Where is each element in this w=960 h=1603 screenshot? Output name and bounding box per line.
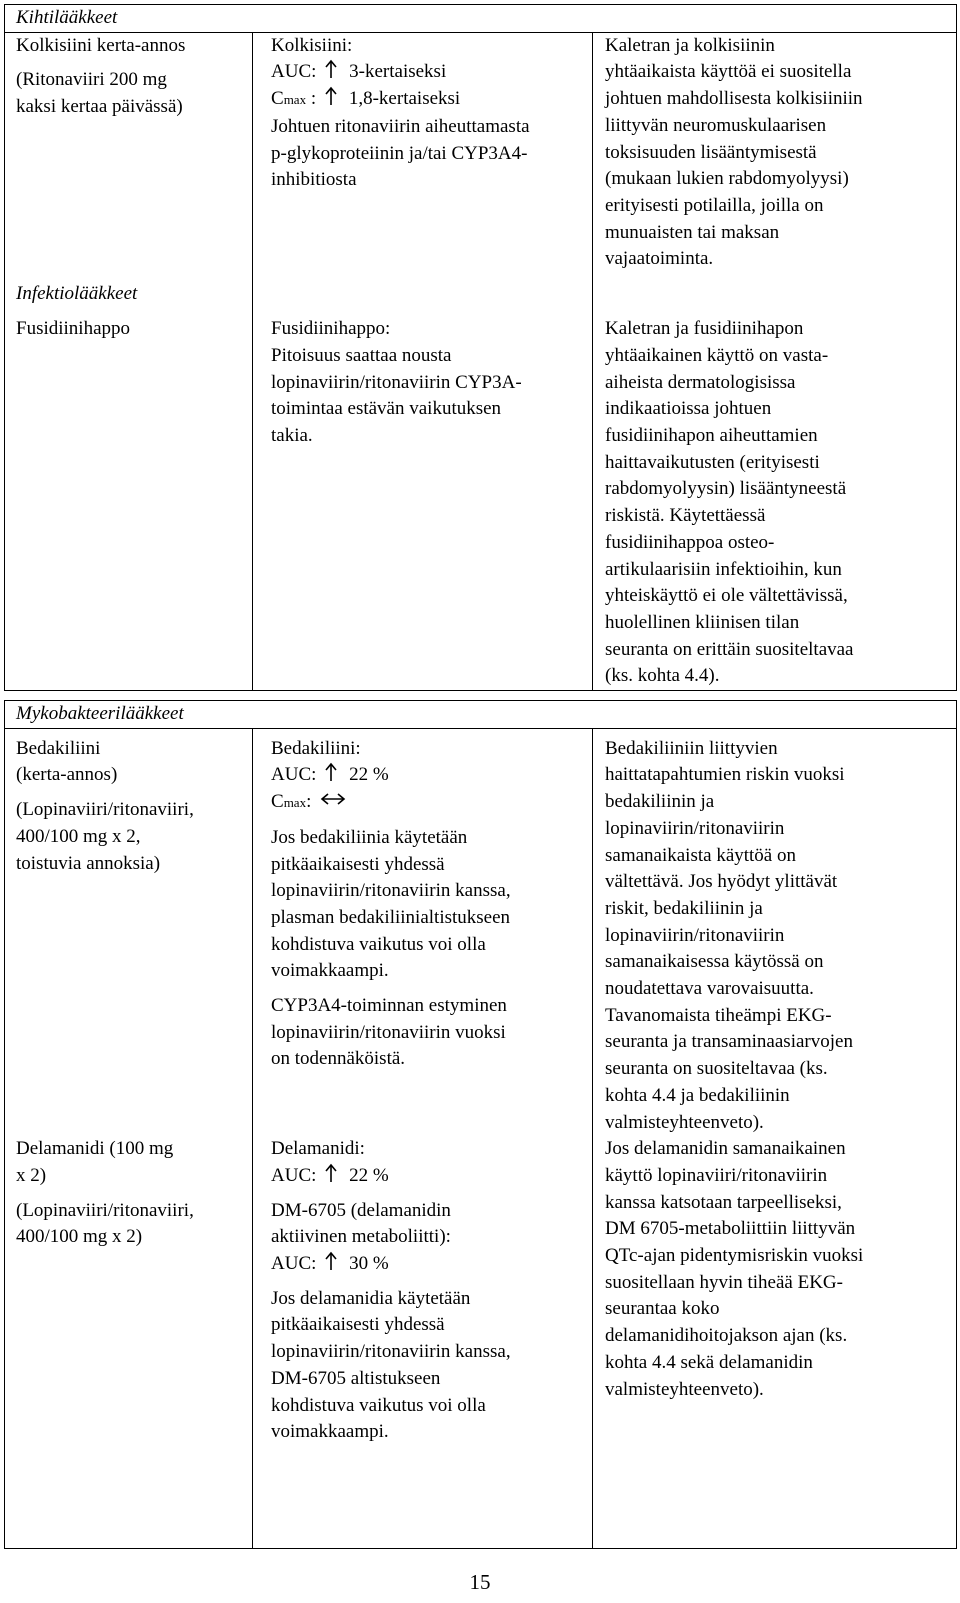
effect-text: lopinaviirin/ritonaviirin kanssa, <box>271 880 511 902</box>
effect-cell <box>253 308 593 690</box>
dose-line: 400/100 mg x 2, <box>16 825 141 847</box>
cmax-colon: : <box>310 88 317 110</box>
interaction-table-bottom <box>4 700 957 1549</box>
empty-cell <box>593 281 957 308</box>
recommendation-text: munuaisten tai maksan <box>605 221 780 243</box>
recommendation-text: bedakiliinin ja <box>605 791 715 813</box>
recommendation-text: indikaatioissa johtuen <box>605 398 772 420</box>
recommendation-text: DM 6705-metaboliittiin liittyvän <box>605 1218 856 1240</box>
recommendation-text: vältettävä. Jos hyödyt ylittävät <box>605 871 838 893</box>
effect-text: kohdistuva vaikutus voi olla <box>271 1394 486 1416</box>
recommendation-text: yhtäaikaista käyttöä ei suositella <box>605 61 852 83</box>
drug-name: Kolkisiini kerta-annos <box>16 34 186 56</box>
effect-text: Jos delamanidia käytetään <box>271 1287 471 1309</box>
recommendation-text: valmisteyhteenveto). <box>605 1111 764 1133</box>
effect-label: Bedakiliini: <box>271 737 361 759</box>
cmax-line <box>271 86 592 114</box>
cmax-label: C <box>271 88 284 110</box>
recommendation-text: (ks. kohta 4.4). <box>605 665 720 687</box>
recommendation-text: huolellinen kliinisen tilan <box>605 611 800 633</box>
recommendation-text: kohta 4.4 ja bedakiliinin <box>605 1084 790 1106</box>
recommendation-text: toksisuuden lisääntymisestä <box>605 141 817 163</box>
recommendation-text: Kaletran ja kolkisiinin <box>605 34 775 56</box>
effect-cell <box>253 1136 593 1548</box>
recommendation-text: riskistä. Käytettäessä <box>605 505 766 527</box>
recommendation-cell <box>593 32 957 281</box>
auc-label: AUC: <box>271 61 317 83</box>
effect-text: Pitoisuus saattaa nousta <box>271 344 452 366</box>
drug-name-cell <box>5 728 253 1136</box>
recommendation-text: käyttö lopinaviiri/ritonaviirin <box>605 1164 828 1186</box>
up-arrow-icon <box>320 1251 342 1271</box>
recommendation-text: suositellaan hyvin tiheää EKG- <box>605 1271 843 1293</box>
table-row-bedakiliini <box>5 728 957 1136</box>
drug-name: Delamanidi (100 mg <box>16 1138 174 1160</box>
cmax-colon: : <box>306 791 312 813</box>
dose-line: kaksi kertaa päivässä) <box>16 96 183 118</box>
dose-line: (Lopinaviiri/ritonaviiri, <box>16 799 194 821</box>
effect-text: Jos bedakiliinia käytetään <box>271 826 468 848</box>
effect-text: CYP3A4-toiminnan estyminen <box>271 995 507 1017</box>
left-right-arrow-icon <box>320 789 346 809</box>
section-heading-text: Mykobakteerilääkkeet <box>16 703 184 724</box>
recommendation-cell <box>593 728 957 1136</box>
effect-text: takia. <box>271 425 313 447</box>
section-heading-mycobacteria <box>5 701 957 729</box>
recommendation-text: rabdomyolyysin) lisääntyneestä <box>605 478 847 500</box>
dose-line: (Ritonaviiri 200 mg <box>16 69 167 91</box>
recommendation-text: haittatapahtumien riskin vuoksi <box>605 764 845 786</box>
recommendation-text: haittavaikutusten (erityisesti <box>605 451 820 473</box>
recommendation-text: QTc-ajan pidentymisriskin vuoksi <box>605 1245 864 1267</box>
page-number: 15 <box>469 1570 491 1594</box>
auc-line <box>271 1163 592 1190</box>
recommendation-cell <box>593 308 957 690</box>
recommendation-text: riskit, bedakiliinin ja <box>605 897 763 919</box>
up-arrow-icon <box>320 86 342 106</box>
recommendation-text: erityisesti potilailla, joilla on <box>605 194 824 216</box>
effect-cell <box>253 728 593 1136</box>
section-heading-gout: Kihtilääkkeet <box>5 5 957 33</box>
recommendation-text: fusidiinihapon aiheuttamien <box>605 425 818 447</box>
cmax-value: 1,8-kertaiseksi <box>348 88 461 110</box>
drug-name-cell <box>5 32 253 281</box>
metabolite-text: aktiivinen metaboliitti): <box>271 1226 451 1248</box>
table-row-fusidiinihappo <box>5 308 957 690</box>
dose-line: 400/100 mg x 2) <box>16 1226 143 1248</box>
effect-text: voimakkaampi. <box>271 1421 389 1443</box>
up-arrow-icon <box>320 1163 342 1183</box>
section-heading-infection <box>5 281 253 308</box>
effect-cell <box>253 32 593 281</box>
effect-text: on todennäköistä. <box>271 1048 406 1070</box>
effect-text: lopinaviirin/ritonaviirin CYP3A- <box>271 371 522 393</box>
recommendation-text: yhtäaikainen käyttö on vasta- <box>605 344 829 366</box>
dose-line: toistuvia annoksia) <box>16 852 161 874</box>
auc-value: 22 % <box>349 1164 389 1186</box>
auc-line <box>271 762 592 789</box>
drug-name: Bedakiliini <box>16 737 101 759</box>
cmax-label: C <box>271 791 284 813</box>
auc-value: 30 % <box>349 1253 389 1275</box>
effect-text: toimintaa estävän vaikutuksen <box>271 398 502 420</box>
effect-text: p-glykoproteiinin ja/tai CYP3A4- <box>271 142 528 164</box>
recommendation-text: samanaikaisessa käytössä on <box>605 951 824 973</box>
cmax-subscript: max <box>283 795 307 811</box>
effect-label: Kolkisiini: <box>271 34 353 56</box>
cmax-line <box>271 789 592 817</box>
recommendation-text: seuranta on suositeltavaa (ks. <box>605 1058 828 1080</box>
recommendation-text: artikulaarisiin infektioihin, kun <box>605 558 842 580</box>
recommendation-text: Jos delamanidin samanaikainen <box>605 1138 846 1160</box>
effect-label: Delamanidi: <box>271 1138 365 1160</box>
table-row-kolkisiini <box>5 32 957 281</box>
recommendation-text: fusidiinihappoa osteo- <box>605 531 775 553</box>
effect-text: DM-6705 altistukseen <box>271 1367 441 1389</box>
recommendation-text: johtuen mahdollisesta kolkisiiniin <box>605 88 863 110</box>
section-row-mykobakteerilaakkeet <box>5 701 957 729</box>
recommendation-text: lopinaviirin/ritonaviirin <box>605 924 785 946</box>
recommendation-text: kanssa katsotaan tarpeelliseksi, <box>605 1191 842 1213</box>
effect-text: lopinaviirin/ritonaviirin kanssa, <box>271 1341 511 1363</box>
recommendation-text: vajaatoiminta. <box>605 248 714 270</box>
recommendation-text: Tavanomaista tiheämpi EKG- <box>605 1004 832 1026</box>
effect-text: lopinaviirin/ritonaviirin vuoksi <box>271 1021 506 1043</box>
auc-label: AUC: <box>271 764 317 786</box>
recommendation-text: liittyvän neuromuskulaarisen <box>605 114 827 136</box>
recommendation-text: seuranta on erittäin suositeltavaa <box>605 638 854 660</box>
effect-text: plasman bedakiliinialtistukseen <box>271 906 511 928</box>
recommendation-text: seuranta ja transaminaasiarvojen <box>605 1031 853 1053</box>
recommendation-text: seurantaa koko <box>605 1298 720 1320</box>
effect-text: pitkäaikaisesti yhdessä <box>271 853 445 875</box>
table-row-delamanidi <box>5 1136 957 1548</box>
effect-text: Johtuen ritonaviirin aiheuttamasta <box>271 115 530 137</box>
empty-cell <box>253 281 593 308</box>
drug-name-cell <box>5 1136 253 1548</box>
drug-name: x 2) <box>16 1164 47 1186</box>
recommendation-text: yhteiskäyttö ei ole vältettävissä, <box>605 585 848 607</box>
recommendation-cell <box>593 1136 957 1548</box>
auc-label: AUC: <box>271 1253 317 1275</box>
auc-line <box>271 59 592 86</box>
up-arrow-icon <box>320 762 342 782</box>
recommendation-text: samanaikaista käyttöä on <box>605 844 796 866</box>
recommendation-text: kohta 4.4 sekä delamanidin <box>605 1351 813 1373</box>
up-arrow-icon <box>320 59 342 79</box>
drug-name-cell <box>5 308 253 690</box>
auc-value: 3-kertaiseksi <box>349 61 447 83</box>
recommendation-text: Kaletran ja fusidiinihapon <box>605 318 804 340</box>
recommendation-text: noudatettava varovaisuutta. <box>605 978 814 1000</box>
drug-dose-type: (kerta-annos) <box>16 764 118 786</box>
cmax-subscript: max <box>283 92 307 108</box>
recommendation-text: valmisteyhteenveto). <box>605 1378 764 1400</box>
effect-label: Fusidiinihappo: <box>271 318 391 340</box>
metabolite-auc-line <box>271 1251 592 1278</box>
section-row-kihtilaakkeet <box>5 5 957 33</box>
metabolite-text: DM-6705 (delamanidin <box>271 1199 451 1221</box>
recommendation-text: delamanidihoitojakson ajan (ks. <box>605 1325 848 1347</box>
recommendation-text: Bedakiliiniin liittyvien <box>605 737 778 759</box>
recommendation-text: (mukaan lukien rabdomyolyysi) <box>605 168 849 190</box>
recommendation-text: lopinaviirin/ritonaviirin <box>605 817 785 839</box>
section-heading-text: Infektiolääkkeet <box>16 283 138 305</box>
effect-text: inhibitiosta <box>271 169 357 191</box>
effect-text: pitkäaikaisesti yhdessä <box>271 1314 445 1336</box>
auc-label: AUC: <box>271 1164 317 1186</box>
dose-line: (Lopinaviiri/ritonaviiri, <box>16 1199 194 1221</box>
recommendation-text: aiheista dermatologisissa <box>605 371 796 393</box>
drug-name: Fusidiinihappo <box>16 318 131 340</box>
auc-value: 22 % <box>349 764 389 786</box>
effect-text: kohdistuva vaikutus voi olla <box>271 933 486 955</box>
effect-text: voimakkaampi. <box>271 960 389 982</box>
section-row-infektiolaakkeet <box>5 281 957 308</box>
interaction-table-top <box>4 4 957 691</box>
